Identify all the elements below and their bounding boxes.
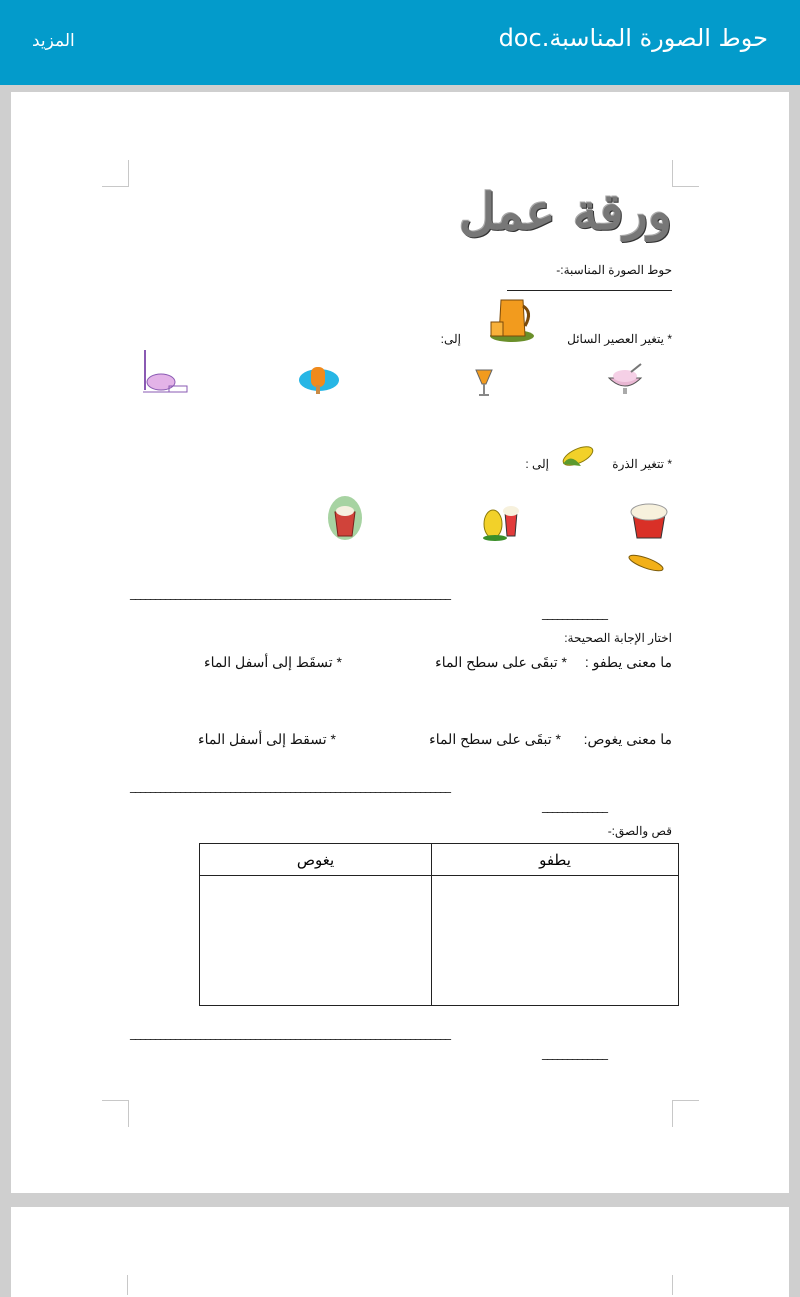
question-corn: * تتغير الذرة <box>612 457 672 471</box>
ice-cream-bowl-icon <box>605 362 645 398</box>
worksheet-heading: ورقة عمل <box>458 182 672 241</box>
crop-mark <box>127 1275 154 1295</box>
underline <box>507 282 672 291</box>
table-header-sink: يغوص <box>200 844 432 876</box>
question-corn-to: إلى : <box>525 457 549 471</box>
separator-line: ________________________________________________________________ <box>130 1026 450 1040</box>
separator-line: _____________ <box>542 799 607 813</box>
crop-mark <box>672 1275 699 1295</box>
table-cell-float <box>432 876 679 1006</box>
table-header-float: يطفو <box>432 844 679 876</box>
crop-mark <box>672 160 699 187</box>
instruction-circle: حوط الصورة المناسبة:- <box>556 263 672 277</box>
mc1-question: ما معنى يطفو : <box>584 654 672 670</box>
question-juice-to: إلى: <box>440 332 461 346</box>
instruction-cut-paste: قص والصق:- <box>607 824 672 838</box>
mc2-option-sink: * تسقط إلى أسفل الماء <box>198 731 336 747</box>
question-juice: * يتغير العصير السائل <box>567 332 672 346</box>
separator-line: ________________________________________________________________ <box>130 586 450 600</box>
mc1-option-float: * تبقَى على سطح الماء <box>435 654 567 670</box>
popcorn-box-icon <box>625 500 673 540</box>
ice-cream-sundae-icon <box>139 348 191 398</box>
mc1-option-sink: * تسقَط إلى أسفل الماء <box>204 654 342 670</box>
crop-mark <box>672 1100 699 1127</box>
separator-line: _____________ <box>542 1046 607 1060</box>
mc2-question: ما معنى يغوص: <box>583 731 672 747</box>
juice-glass-icon <box>473 362 495 398</box>
separator-line: _____________ <box>542 606 607 620</box>
separator-line: ________________________________________________________________ <box>130 779 450 793</box>
corn-and-popcorn-icon <box>479 502 521 542</box>
crop-mark <box>102 160 129 187</box>
table-cell-sink <box>200 876 432 1006</box>
document-page-2 <box>11 1207 789 1297</box>
popsicle-icon <box>297 364 341 396</box>
app-bar <box>0 0 800 85</box>
instruction-choose: اختار الإجابة الصحيحة: <box>564 631 672 645</box>
more-button[interactable]: المزيد <box>32 31 75 51</box>
crop-mark <box>102 1100 129 1127</box>
grilled-corn-icon <box>625 552 667 574</box>
float-sink-table <box>199 843 679 1006</box>
document-title: حوط الصورة المناسبة.doc <box>498 24 768 52</box>
corn-cob-icon <box>559 442 597 472</box>
drink-cup-icon <box>327 494 363 542</box>
document-page <box>11 92 789 1193</box>
juice-pitcher-icon <box>487 292 537 344</box>
mc2-option-float: * تبقَى على سطح الماء <box>429 731 561 747</box>
